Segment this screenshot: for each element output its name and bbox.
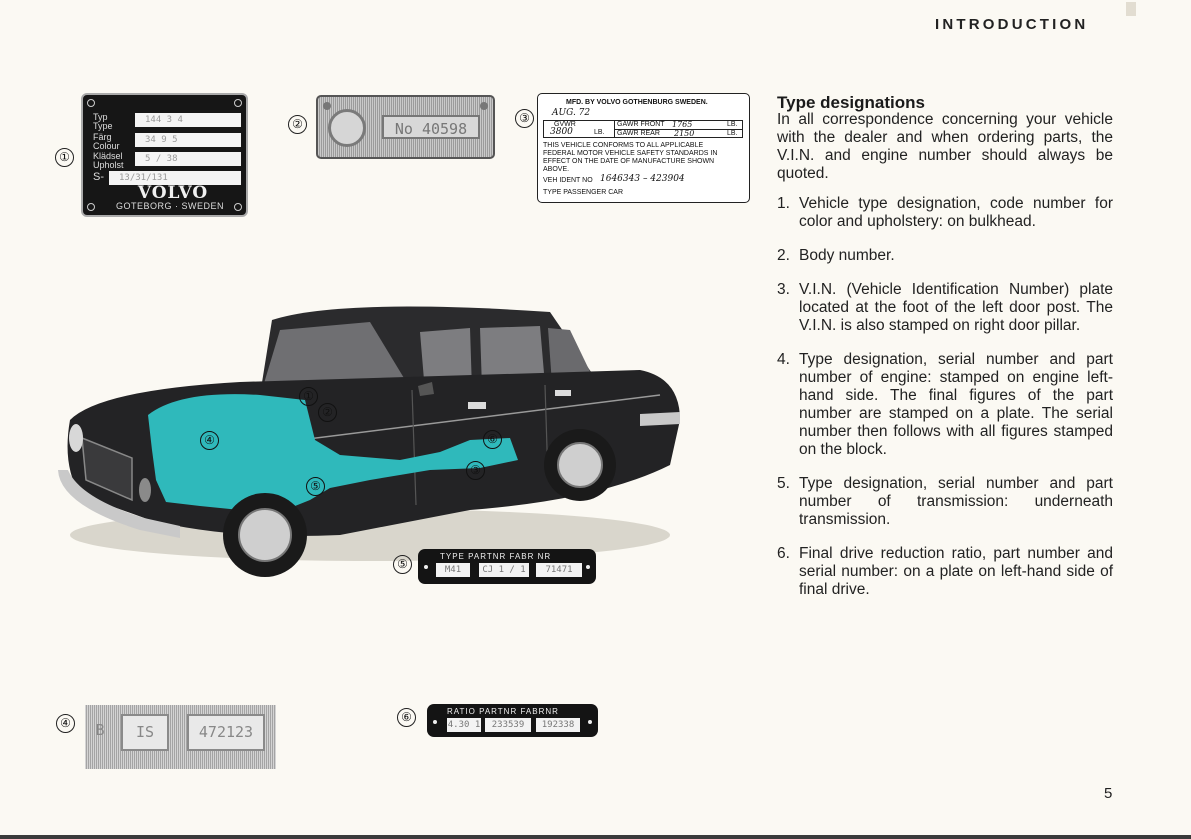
screw-icon xyxy=(87,99,95,107)
volvo-brand: VOLVO xyxy=(137,183,209,203)
engine-number-plate xyxy=(85,705,276,769)
list-item xyxy=(777,281,1113,335)
item-text: V.I.N. (Vehicle Identification Number) plate located at the foot of the left door post. The V.I.N. is also stamped on right door pillar. xyxy=(799,281,1113,334)
volvo-emblem-icon xyxy=(328,109,366,147)
gvwr-unit: LB. xyxy=(594,129,605,136)
vin-plate xyxy=(537,93,750,203)
section-title: INTRODUCTION xyxy=(935,16,1089,33)
rear-bumper xyxy=(640,412,680,426)
conformity-line: FEDERAL MOTOR VEHICLE SAFETY STANDARDS IN xyxy=(543,150,718,157)
rivet-icon xyxy=(433,720,437,724)
list-item xyxy=(777,475,1113,529)
corner-mark xyxy=(1126,2,1136,16)
screw-icon xyxy=(87,203,95,211)
final-drive-plate-labels: RATIO PARTNR FABRNR xyxy=(447,707,559,716)
item-text: Type designation, serial number and part number of transmission: underneath transmission. xyxy=(799,475,1113,528)
page-number: 5 xyxy=(1104,785,1113,802)
item-text: Final drive reduction ratio, part number and serial number: on a plate on left-hand side of final drive. xyxy=(799,545,1113,598)
item-number: 5. xyxy=(777,475,790,492)
vin-label: VEH IDENT NO xyxy=(543,177,593,184)
car-illustration xyxy=(40,290,700,590)
list-item xyxy=(777,351,1113,459)
car-callout-1: ① xyxy=(299,387,318,406)
final-drive-ratio: 4.30 1 xyxy=(447,720,481,730)
final-drive-plate xyxy=(427,704,598,737)
callout-3: ③ xyxy=(515,109,534,128)
item-text: Body number. xyxy=(799,247,895,264)
plate-label: S- xyxy=(93,171,104,183)
car-callout-4: ④ xyxy=(200,431,219,450)
engine-type: B xyxy=(95,721,105,739)
fog-light xyxy=(139,478,151,502)
callout-4: ④ xyxy=(56,714,75,733)
transmission-plate-labels: TYPE PARTNR FABR NR xyxy=(440,552,552,561)
type-designation-plate xyxy=(81,93,248,217)
transmission-serial-number: 71471 xyxy=(536,563,582,577)
front-label: GAWR FRONT xyxy=(617,121,665,128)
car-callout-5: ⑤ xyxy=(306,477,325,496)
vin-plate-date: AUG. 72 xyxy=(552,108,591,118)
list-item xyxy=(777,545,1113,599)
screw-icon xyxy=(234,99,242,107)
vehicle-type: TYPE PASSENGER CAR xyxy=(543,189,624,196)
rivet-icon xyxy=(424,565,428,569)
plate-value: 144 3 4 xyxy=(135,113,241,127)
car-callout-2: ② xyxy=(318,403,337,422)
rear-value: 2150 xyxy=(674,129,695,138)
list-item xyxy=(777,195,1113,231)
body-number: No 40598 xyxy=(382,115,480,139)
transmission-part-number: CJ 1 / 1 xyxy=(479,563,529,577)
front-hubcap xyxy=(239,509,291,561)
screw-icon xyxy=(234,203,242,211)
rivet-icon xyxy=(586,565,590,569)
conformity-line: THIS VEHICLE CONFORMS TO ALL APPLICABLE xyxy=(543,142,704,149)
item-number: 1. xyxy=(777,195,790,212)
plate-value: 34 9 5 xyxy=(135,133,241,147)
callout-5: ⑤ xyxy=(393,555,412,574)
plate-label: Typ xyxy=(93,112,108,122)
plate-label: Colour xyxy=(93,141,120,151)
conformity-line: EFFECT ON THE DATE OF MANUFACTURE SHOWN xyxy=(543,158,715,165)
item-text: Type designation, serial number and part number of engine: stamped on engine left-hand side. The final figures of the part number are stamped on a plate. The serial number then follows with all figures stamped on the block. xyxy=(799,351,1113,458)
designation-list xyxy=(777,195,1113,615)
door-handle xyxy=(555,390,571,396)
front-unit: LB. xyxy=(727,121,738,128)
plate-subtitle: GOTEBORG · SWEDEN xyxy=(115,201,224,211)
item-number: 2. xyxy=(777,247,790,264)
transmission-plate xyxy=(418,549,596,584)
vin-value: 1646343 – 423904 xyxy=(600,174,685,184)
final-drive-part-number: 233539 xyxy=(485,718,531,732)
door-handle xyxy=(468,402,486,409)
callout-2: ② xyxy=(288,115,307,134)
intro-paragraph: In all correspondence concerning your vehicle with the dealer and when ordering parts, the V.I.N. and engine number should always be quoted. xyxy=(777,111,1113,182)
car-callout-3: ③ xyxy=(466,461,485,480)
vin-plate-weights xyxy=(543,120,743,138)
list-item xyxy=(777,247,1113,265)
car-callout-6: ⑥ xyxy=(483,430,502,449)
item-number: 6. xyxy=(777,545,790,562)
plate-label: Type xyxy=(93,121,113,131)
engine-part-number: 472123 xyxy=(187,714,265,751)
callout-1: ① xyxy=(55,148,74,167)
conformity-line: ABOVE. xyxy=(543,166,570,173)
bottom-rule xyxy=(0,835,1191,839)
item-text: Vehicle type designation, code number for color and upholstery: on bulkhead. xyxy=(799,195,1113,230)
plate-label: Klädsel xyxy=(93,151,123,161)
plate-label: Färg xyxy=(93,132,112,142)
vin-plate-maker: MFD. BY VOLVO GOTHENBURG SWEDEN. xyxy=(566,99,708,106)
headlight xyxy=(69,424,83,452)
body-number-plate xyxy=(316,95,495,159)
item-number: 4. xyxy=(777,351,790,368)
gvwr-label: GVWR xyxy=(554,121,576,128)
rivet-icon xyxy=(588,720,592,724)
plate-value: 5 / 38 xyxy=(135,152,241,166)
rivet-icon xyxy=(323,102,331,110)
page-heading: Type designations xyxy=(777,93,925,112)
front-value: 1765 xyxy=(672,120,693,129)
rear-unit: LB. xyxy=(727,130,738,137)
plate-label: Upholst xyxy=(93,160,124,170)
plate-value: 13/31/131 xyxy=(109,171,241,185)
item-number: 3. xyxy=(777,281,790,298)
gvwr-value: 3800 xyxy=(550,127,573,137)
final-drive-serial-number: 192338 xyxy=(536,718,580,732)
transmission-type: M41 xyxy=(436,563,470,577)
rear-hubcap xyxy=(558,443,602,487)
engine-serial-prefix: IS xyxy=(121,714,169,751)
rivet-icon xyxy=(480,102,488,110)
callout-6: ⑥ xyxy=(397,708,416,727)
rear-label: GAWR REAR xyxy=(617,130,660,137)
